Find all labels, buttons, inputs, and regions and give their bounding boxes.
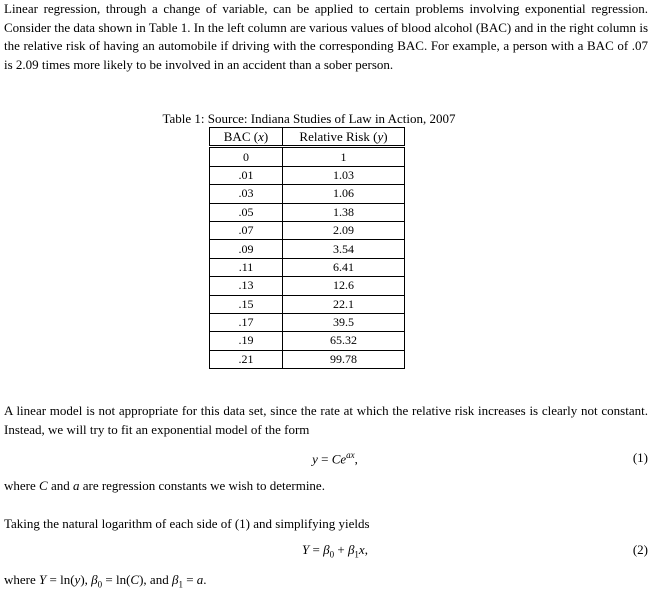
cell-bac: .01 — [210, 166, 283, 184]
cell-bac: .15 — [210, 295, 283, 313]
table-row — [210, 350, 405, 368]
cell-relative-risk: 39.5 — [283, 313, 405, 331]
table-row — [210, 258, 405, 276]
cell-relative-risk: 6.41 — [283, 258, 405, 276]
cell-bac: .17 — [210, 313, 283, 331]
paragraph-constants: where C and a are regression constants we wish to determine. — [4, 478, 325, 493]
table-row — [210, 295, 405, 313]
cell-bac: .13 — [210, 277, 283, 295]
cell-bac: .21 — [210, 350, 283, 368]
table-caption: Table 1: Source: Indiana Studies of Law in Action, 2007 — [162, 111, 456, 126]
table-row — [210, 203, 405, 221]
cell-relative-risk: 3.54 — [283, 240, 405, 258]
paragraph-linear-model: A linear model is not appropriate for this data set, since the rate at which the relative risk increases is clearly not constant. Instead, we will try to fit an exponential model of the form — [4, 403, 648, 437]
equation-1-math: $y = Ce^{ax}$, — [312, 450, 358, 467]
table-row — [210, 277, 405, 295]
equation-1 — [0, 450, 670, 470]
equation-2-number: (2) — [632, 542, 648, 557]
cell-relative-risk: 1.06 — [283, 185, 405, 203]
table-row — [210, 221, 405, 239]
cell-bac: .09 — [210, 240, 283, 258]
header-bac: BAC (x) — [210, 128, 283, 147]
table-row — [210, 166, 405, 184]
data-table — [209, 127, 405, 369]
intro-paragraph: Linear regression, through a change of variable, can be applied to certain problems involving exponential regression. Consider the data shown in Table 1. In the left column are various values of blood alcohol (BAC) and in the right column is the relative risk of having an automobile if driving with the corresponding BAC. For example, a person with a BAC of .07 is 2.09 times more likely to be involved in an accident than a sober person. — [4, 1, 648, 72]
cell-relative-risk: 22.1 — [283, 295, 405, 313]
cell-relative-risk: 1.03 — [283, 166, 405, 184]
equation-2 — [0, 542, 670, 562]
table-header-row — [210, 128, 405, 147]
cell-bac: 0 — [210, 147, 283, 166]
cell-relative-risk: 99.78 — [283, 350, 405, 368]
table-row — [210, 147, 405, 166]
cell-bac: .03 — [210, 185, 283, 203]
paragraph-logarithm: Taking the natural logarithm of each side of (1) and simplifying yields — [4, 516, 370, 531]
table-row — [210, 185, 405, 203]
cell-bac: .11 — [210, 258, 283, 276]
header-relative-risk: Relative Risk (y) — [283, 128, 405, 147]
table-row — [210, 313, 405, 331]
equation-1-number: (1) — [632, 450, 648, 465]
paragraph-definitions: where Y = ln(y), $\beta_0 = \ln(C)$, and $\beta_1 = a$. — [4, 572, 207, 590]
table-row — [210, 332, 405, 350]
cell-bac: .19 — [210, 332, 283, 350]
cell-relative-risk: 1 — [283, 147, 405, 166]
cell-relative-risk: 12.6 — [283, 277, 405, 295]
equation-2-math: $Y = \beta_0 + \beta_1x$, — [302, 542, 368, 560]
cell-relative-risk: 1.38 — [283, 203, 405, 221]
table-row — [210, 240, 405, 258]
cell-relative-risk: 65.32 — [283, 332, 405, 350]
cell-bac: .07 — [210, 221, 283, 239]
cell-relative-risk: 2.09 — [283, 221, 405, 239]
cell-bac: .05 — [210, 203, 283, 221]
